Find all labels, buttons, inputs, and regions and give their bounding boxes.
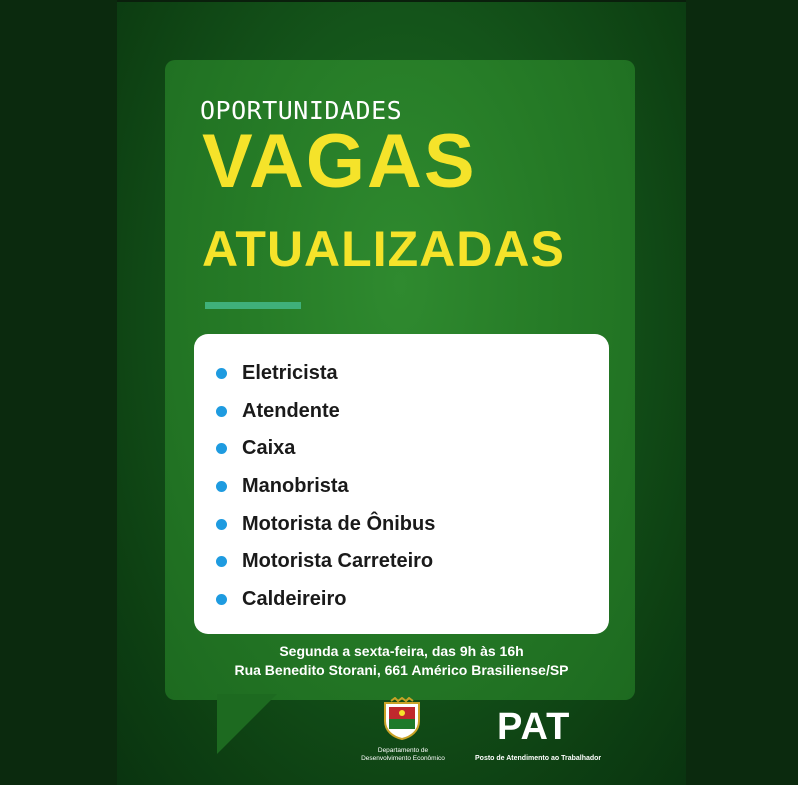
job-title: Motorista de Ônibus [242,512,436,535]
department-line-2: Desenvolvimento Econômico [361,755,445,762]
job-title: Caldeireiro [242,588,347,611]
job-list-card [194,334,609,634]
department-label [343,747,463,763]
title-divider [205,302,301,309]
job-title: Manobrista [242,475,349,498]
address-text: Rua Benedito Storani, 661 Américo Brasiliense/SP [234,662,569,678]
speech-bubble-tail [217,694,277,754]
job-list [216,358,435,622]
job-title: Motorista Carreteiro [242,550,434,573]
job-title: Atendente [242,399,340,422]
list-item [216,509,435,547]
pat-subtitle: Posto de Atendimento ao Trabalhador [475,755,602,762]
city-crest-icon [379,697,425,741]
list-item [216,433,435,471]
list-item [216,358,435,396]
bullet-icon [216,443,227,454]
bullet-icon [216,556,227,567]
job-title: Eletricista [242,362,338,384]
title-line-2: ATUALIZADAS [202,221,565,277]
bullet-icon [216,406,227,417]
bullet-icon [216,594,227,605]
list-item [216,584,435,622]
right-margin [686,0,798,785]
job-poster [117,2,686,785]
pat-logo-text: PAT [497,706,571,748]
bullet-icon [216,368,227,379]
job-title: Caixa [242,437,296,460]
list-item [216,471,435,509]
bullet-icon [216,519,227,530]
bullet-icon [216,481,227,492]
department-line-1: Departamento de [377,747,429,754]
list-item [216,396,435,434]
left-margin [0,0,117,785]
list-item [216,546,435,584]
title-line-1: VAGAS [202,119,477,204]
schedule-text: Segunda a sexta-feira, das 9h às 16h [279,643,524,659]
kicker-text: OPORTUNIDADES [200,96,403,125]
